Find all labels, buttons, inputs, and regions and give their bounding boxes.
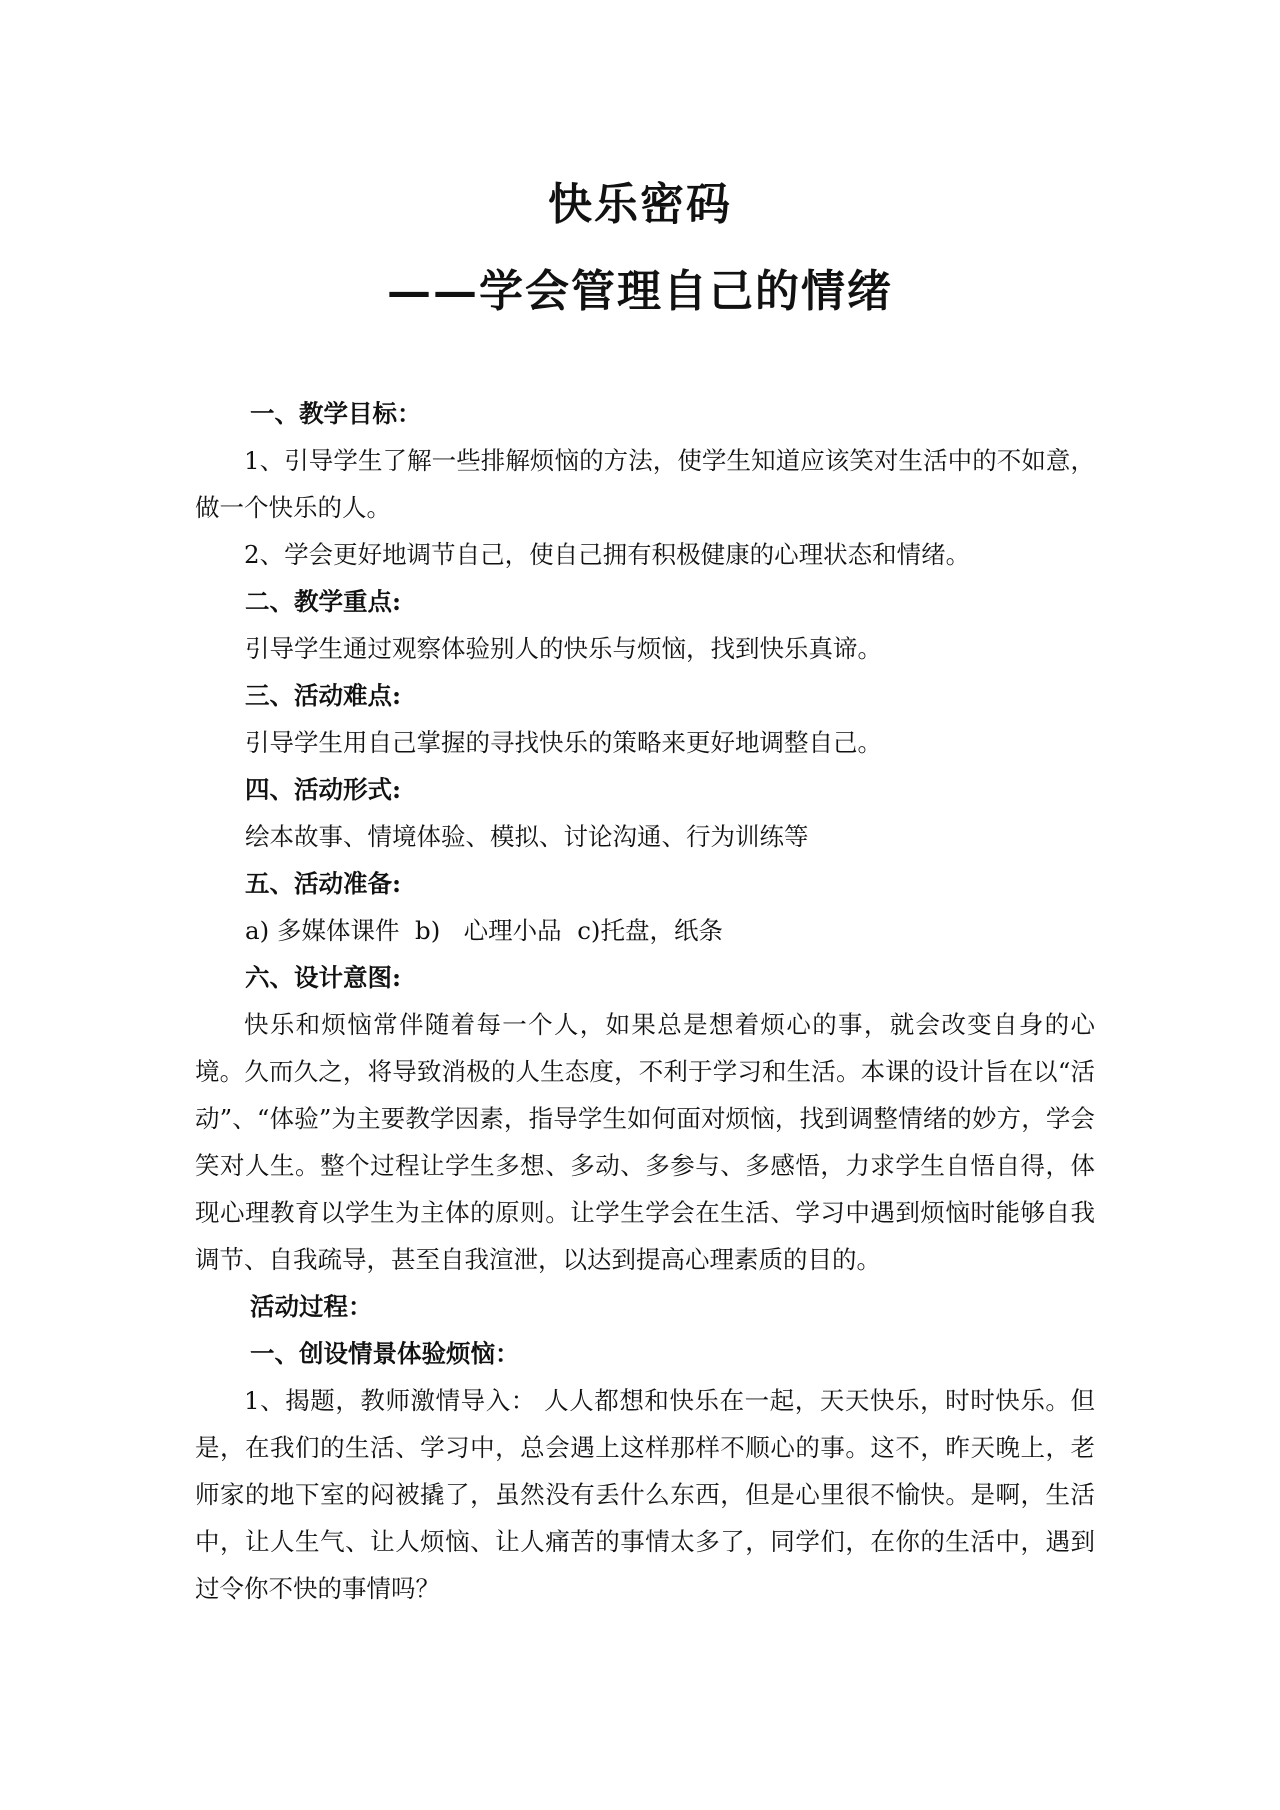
paragraph-goal-1: 1、引导学生了解一些排解烦恼的方法，使学生知道应该笑对生活中的不如意，做一个快乐的人。 bbox=[195, 446, 1095, 522]
paragraph-prep: a) 多媒体课件 b) 心理小品 c)托盘，纸条 bbox=[245, 916, 723, 945]
section-heading-focus: 二、教学重点: bbox=[245, 587, 402, 616]
paragraph-goal-2: 2、学会更好地调节自己，使自己拥有积极健康的心理状态和情绪。 bbox=[244, 540, 971, 569]
paragraph-difficulty: 引导学生用自己掌握的寻找快乐的策略来更好地调整自己。 bbox=[245, 728, 882, 757]
paragraph-focus: 引导学生通过观察体验别人的快乐与烦恼，找到快乐真谛。 bbox=[245, 634, 882, 663]
document-body bbox=[195, 390, 1095, 1612]
section-heading-form: 四、活动形式: bbox=[245, 775, 402, 804]
paragraph-step1: 1、揭题，教师激情导入： 人人都想和快乐在一起，天天快乐，时时快乐。但是，在我们的生活、学习中，总会遇上这样那样不顺心的事。这不，昨天晚上，老师家的地下室的闷被撬了，虽然没有丢什么东西，但是心里很不愉快。是啊，生活中，让人生气、让人烦恼、让人痛苦的事情太多了，同学们，在你的生活中，遇到过令你不快的事情吗？ bbox=[195, 1386, 1095, 1603]
document-title: 快乐密码 bbox=[548, 179, 732, 230]
section-heading-design: 六、设计意图: bbox=[245, 963, 402, 992]
paragraph-form: 绘本故事、情境体验、模拟、讨论沟通、行为训练等 bbox=[245, 822, 809, 851]
section-heading-difficulty: 三、活动难点: bbox=[245, 681, 402, 710]
section-heading-process: 活动过程： bbox=[250, 1292, 373, 1321]
section-heading-prep: 五、活动准备: bbox=[245, 869, 402, 898]
section-heading-goal: 一、教学目标： bbox=[250, 399, 422, 428]
document-subtitle: ——学会管理自己的情绪 bbox=[387, 266, 893, 317]
section-heading-step1: 一、创设情景体验烦恼： bbox=[250, 1339, 520, 1368]
paragraph-design: 快乐和烦恼常伴随着每一个人，如果总是想着烦心的事，就会改变自身的心境。久而久之，将导致消极的人生态度，不利于学习和生活。本课的设计旨在以“活动”、“体验”为主要教学因素，指导学生如何面对烦恼，找到调整情绪的妙方，学会笑对人生。整个过程让学生多想、多动、多参与、多感悟，力求学生自悟自得，体现心理教育以学生为主体的原则。让学生学会在生活、学习中遇到烦恼时能够自我调节、自我疏导，甚至自我渲泄，以达到提高心理素质的目的。 bbox=[195, 1010, 1095, 1274]
